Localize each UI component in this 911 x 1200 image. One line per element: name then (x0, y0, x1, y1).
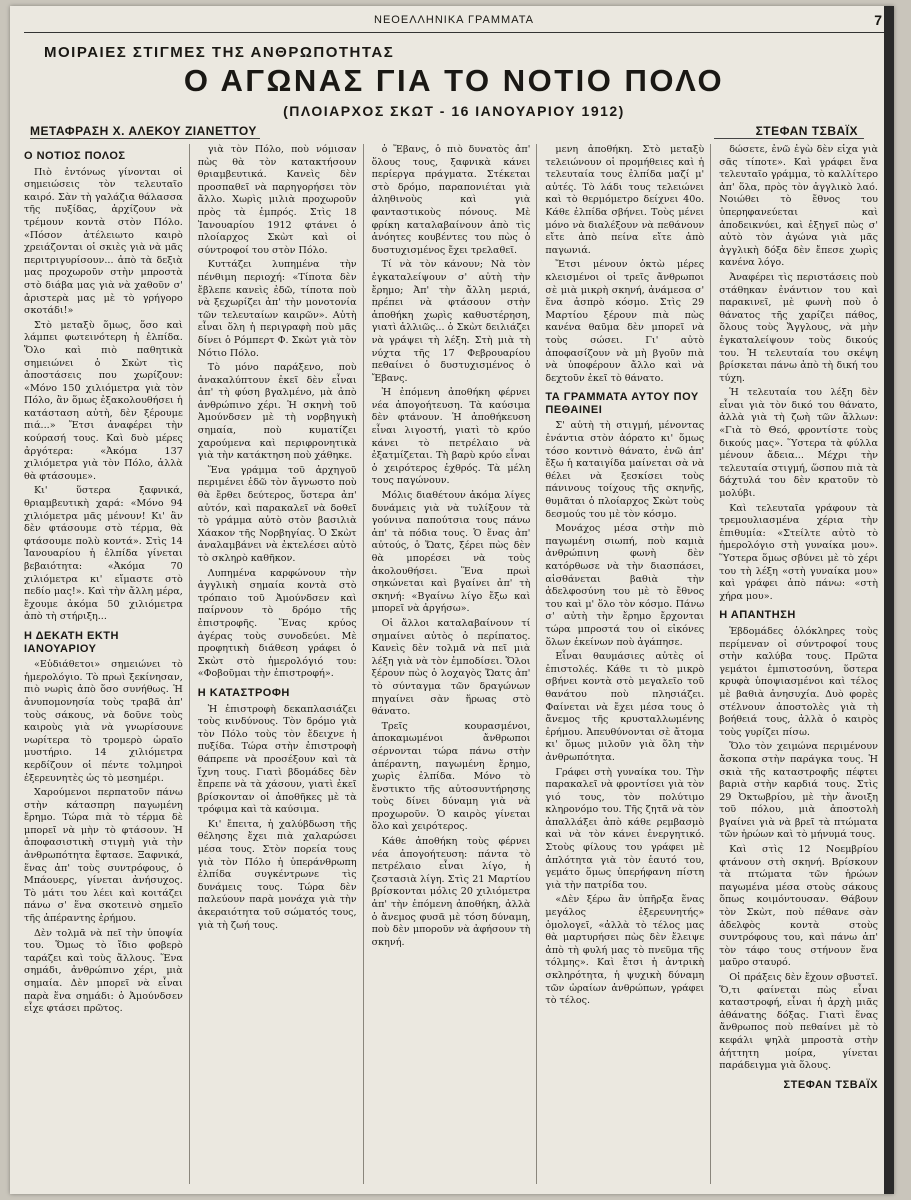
paragraph: γιὰ τὸν Πόλο, ποὺ νόμισαν πὼς θὰ τὸν κατακτήσουν θριαμβευτικά. Κανεὶς δὲν προσπαθεῖ νὰ παρηγορήσει τὸν ἄλλο. Χωρὶς μιλιὰ προχωροῦν πρὸς τὰ ἐμπρός. Στὶς 18 Ἰανουαρίου 1912 φτάνει ὁ πλοίαρχος Σκὼτ καὶ οἱ σύντροφοί του στὸν Πόλο. (197, 144, 357, 256)
author-signature: ΣΤΕΦΑΝ ΤΣΒΑΪΧ (783, 1078, 878, 1091)
paragraph: Πιὸ ἐντόνως γίνονται οἱ σημειώσεις τὸν τελευταῖο καιρό. Σὰν τὴ γαλάζια θάλασσα τῆς πυξίδας, ἀρχίζουν νὰ τρέμουν κοντὰ στὸν Πόλο. «Πόσον ἀτέλειωτο καιρὸ χρειάζονται οἱ σκιὲς γιὰ νὰ μᾶς περιτριγυρίσουν... ἀπὸ τὰ δεξιὰ μας προχωροῦν στὴν μπροστὰ στὸ διάβα μας γιὰ νὰ χαθοῦν σ' ἀριστερὰ μας μὲ τὸ γρήγορο σκοτάδι!» (24, 166, 183, 317)
paragraph: Χαρούμενοι περπατοῦν πάνω στὴν κάτασπρη παγωμένη ἔρημο. Τώρα πιὰ τὸ τέρμα δὲ μπορεῖ νὰ μὴν τὸ φτάσουν. Ἡ ἀποφασιστικὴ στιγμὴ γιὰ τὴν ἀνθρωπότητα ἔφτασε. Ξαφνικά, ἕνας ἀπ' τοὺς συντρόφους, ὁ Μπάουερς, γίνεται ἀνήσυχος. Τὸ μάτι του λέει καὶ κοιτάζει πάνω σ' ἕνα σκοτεινὸ σημεῖο τῆς ἀπέραντης ἐρήμου. (24, 787, 183, 925)
paragraph: Τρεῖς κουρασμένοι, ἀποκαμωμένοι ἄνθρωποι σέρνονται τώρα πάνω στὴν ἀπέραντη, παγωμένη ἔρημο, χωρὶς ἐλπίδα. Μόνο τὸ ἔνστικτο τῆς αὐτοσυντήρησης τοὺς δίνει δύναμη γιὰ νὰ προχωροῦν. Ὁ καιρὸς γίνεται ὅλο καὶ χειρότερος. (371, 720, 531, 833)
paragraph: Τὸ μόνο παράξενο, ποὺ ἀνακαλύπτουν ἐκεῖ δὲν εἶναι ἀπ' τὴ φύση βγαλμένο, μὰ ἀπὸ ἀνθρώπινο χέρι. Ἡ σκηνὴ τοῦ Ἀμούνδσεν μὲ τὴ νορβηγικὴ σημαία, ποὺ κυματίζει χαρούμενα καὶ περιφρονητικὰ γιὰ τὴν κατάκτηση ποὺ χάθηκε. (197, 362, 357, 462)
paragraph: Ἑβδομάδες ὁλόκληρες τοὺς περίμεναν οἱ σύντροφοί τους στὴν καλύβα τους. Πρῶτα γεμάτοι ἐμπιστοσύνη, ὕστερα κρυφὰ ὑποψιασμένοι καὶ τέλος μὲ βαθιὰ ἀνησυχία. Δυὸ φορὲς στέλνουν ἀποστολὲς γιὰ τὴ βοήθειά τους, ἀλλὰ ὁ καιρὸς τοὺς γυρίζει πίσω. (719, 625, 878, 738)
paragraph: Δὲν τολμᾶ νὰ πεῖ τὴν ὑποψία του. Ὅμως τὸ ἴδιο φοβερὸ ταράζει καὶ τοὺς ἄλλους. Ἕνα σημάδι, ἀνθρώπινο χέρι, μιὰ σημαία. Δὲν μπορεῖ νὰ εἶναι παρὰ ἕνα σημάδι: ὁ Ἀμούνδσεν εἶχε φτάσει πρῶτος. (24, 927, 183, 1015)
section-heading: Η ΑΠΑΝΤΗΣΗ (719, 609, 796, 622)
text-column-1 (24, 144, 190, 1184)
paragraph: «Δὲν ξέρω ἂν ὑπῆρξα ἕνας μεγάλος ἐξερευνητής» ὁμολογεῖ, «ἀλλὰ τὸ τέλος μας θὰ μαρτυρήσει πὼς δὲν ἔλειψε ἀπὸ τὴ φυλή μας τὸ πνεῦμα τῆς τόλμης». Καὶ ἔτσι ἡ ἀντρικὴ σκληρότητα, ἡ ψυχικὴ δύναμη τῶν ὡραίων ἀνθρώπων, γράφει τὸ τέλος. (545, 894, 705, 1007)
column-5-blocks (719, 144, 878, 1091)
paragraph: Ἔτσι μένουν ὀκτὼ μέρες κλεισμένοι οἱ τρεῖς ἄνθρωποι σὲ μιὰ μικρὴ σκηνή, ἀνάμεσα σ' ἕνα ἀσπρὸ κόσμο. Στὶς 29 Μαρτίου ξέρουν πιὰ πὼς κανένα θαῦμα δὲν μπορεῖ νὰ τοὺς σώσει. Γι' αὐτὸ ἀποφασίζουν νὰ μὴ βγοῦν πιὰ νὰ ὑποφέρουν ἄλλο καὶ νὰ δεχτοῦν ἐκεῖ τὸ θάνατο. (545, 259, 705, 384)
paragraph: Τί νὰ τὸν κάνουν; Νὰ τὸν ἐγκαταλείψουν σ' αὐτὴ τὴν ἔρημο; Ἀπ' τὴν ἄλλη μεριά, πρέπει νὰ φτάσουν στὴν ἀποθήκη χωρὶς καθυστέρηση, γιατὶ ἀλλιῶς... ὁ Σκὼτ δειλιάζει νὰ γράψει τὴ λέξη. Στὴ μιὰ τὴ νύχτα τῆς 17 Φεβρουαρίου πεθαίνει ὁ δυστυχισμένος ὁ Ἔβανς. (371, 259, 531, 384)
article-subtitle: (ΠΛΟΙΑΡΧΟΣ ΣΚΩΤ - 16 ΙΑΝΟΥΑΡΙΟΥ 1912) (283, 103, 625, 119)
paragraph: Κι' ὕστερα ξαφνικά, θριαμβευτικὴ χαρά: «Μόνο 94 χιλιόμετρα μᾶς μένουν! Κι' ἂν δὲν φτάσουμε στὸ τέρμα, θὰ φτάσουμε πολὺ κοντά». Στὶς 14 Ἰανουαρίου ἡ ἐλπίδα γίνεται βεβαιότητα: «Ἀκόμα 70 χιλιόμετρα κι' εἴμαστε στὸ πεδίο μας!». Καὶ τὴν ἄλλη μέρα, ἔχουμε ἀκόμα 50 χιλιόμετρα ἀπὸ τὴ στήριξη... (24, 485, 183, 623)
series-kicker: ΜΟΙΡΑΙΕΣ ΣΤΙΓΜΕΣ ΤΗΣ ΑΝΘΡΩΠΟΤΗΤΑΣ (44, 44, 395, 61)
masthead (24, 14, 884, 33)
paragraph: Οἱ πράξεις δὲν ἔχουν σβυστεῖ. Ὅ,τι φαίνεται πὼς εἶναι καταστροφή, εἶναι ἡ ἀρχὴ μιᾶς ἀθάνατης δόξας. Γιατὶ ἕνας ἄνθρωπος ποὺ πεθαίνει μὲ τὸ κεφάλι ψηλὰ μπροστὰ στὴν ἀήττητη μοίρα, γίνεται παράδειγμα γιὰ ὅλους. (719, 972, 878, 1072)
header-rule-right (714, 138, 864, 139)
paragraph: Ἡ ἐπόμενη ἀποθήκη φέρνει νέα ἀπογοήτευση. Τὰ καύσιμα δὲν φτάνουν. Ἡ ἀποθήκευση εἶναι λιγοστή, γιατὶ τὸ κρύο κάνει τὸ πετρέλαιο νὰ ἐξατμίζεται. Τὴ βαρὺ κρύο εἶναι ὁ χειρότερος ἐχθρός. Τὰ μέλη τους παγώνουν. (371, 387, 531, 487)
paragraph: Εἶναι θαυμάσιες αὐτὲς οἱ ἐπιστολές. Κάθε τι τὸ μικρὸ σβήνει κοντὰ στὸ μεγαλεῖο τοῦ θανάτου ποὺ πλησιάζει. Φαίνεται νὰ ἔχει μέσα τους ὁ ἄνεμος τῆς κρυσταλλωμένης ἐρήμου. Ἀπευθύνονται σὲ ἄτομα κι' ὅμως μιλοῦν γιὰ ὅλη τὴν ἀνθρωπότητα. (545, 651, 705, 763)
article-columns (24, 144, 884, 1184)
paragraph: Ἀναφέρει τὶς περιστάσεις ποὺ στάθηκαν ἐνάντιον του καὶ παρακινεῖ, μὲ φωνὴ ποὺ ὁ θάνατος τῆς χαρίζει πάθος, ὅλους τοὺς Ἄγγλους, νὰ μὴν ἐγκαταλείψουν τοὺς δικούς του. Ἡ τελευταία του σκέψη βρίσκεται πάνω ἀπὸ τὴ δική του τύχη. (719, 271, 878, 384)
paragraph: «Εὐδιάθετοι» σημειώνει τὸ ἡμερολόγιο. Τὸ πρωὶ ξεκίνησαν, πιὸ νωρὶς ἀπὸ ὅσο συνήθως. Ἡ ἀνυπομονησία τοὺς τραβᾶ ἀπ' τοὺς σάκους, νὰ δοῦνε τοὺς καιροὺς γιὰ νὰ γνωρίσουνε νωρίτερα τὸ τρομερὸ ὡραῖο μυστήριο. 14 χιλιόμετρα κερδίζουν οἱ πέντε τολμηροὶ ἐξερευνητὲς ὡς τὸ μεσημέρι. (24, 659, 183, 784)
section-heading: Ο ΝΟΤΙΟΣ ΠΟΛΟΣ (24, 150, 126, 162)
page-number: 7 (874, 12, 882, 28)
text-column-3 (372, 144, 538, 1184)
paragraph: Ἕνα γράμμα τοῦ ἀρχηγοῦ περιμένει ἐδῶ τὸν ἄγνωστο ποὺ θὰ ἔρθει δεύτερος, ὕστερα ἀπ' αὐτόν, καὶ παρακαλεῖ νὰ δοθεῖ τὸ γράμμα αὐτὸ στὸν βασιλιὰ Χάακον τῆς Νορβηγίας. Ὁ Σκὼτ ἀναλαμβάνει νὰ ἐκτελέσει αὐτὸ τὸ σκληρὸ καθῆκον. (197, 464, 357, 564)
section-heading: Η ΚΑΤΑΣΤΡΟΦΗ (197, 686, 290, 699)
text-column-4 (545, 144, 711, 1184)
text-column-5 (719, 144, 884, 1184)
paragraph: Ἡ ἐπιστροφὴ δεκαπλασιάζει τοὺς κινδύνους. Τὸν δρόμο γιὰ τὸν Πόλο τοὺς τὸν ἔδειχνε ἡ πυξίδα. Τώρα στὴν ἐπιστροφὴ θάπρεπε νὰ προσέξουν καὶ τὰ ἴχνη τους. Γιατὶ βδομάδες δὲν ἔπρεπε νὰ τὰ χάσουν, γιατὶ ἐκεῖ βρίσκονταν οἱ ἀποθῆκες μὲ τὰ τρόφιμα καὶ τὰ καύσιμα. (197, 703, 357, 816)
paragraph: ὁ Ἔβανς, ὁ πιὸ δυνατὸς ἀπ' ὅλους τους, ξαφνικὰ κάνει περίεργα πράγματα. Στέκεται στὸ δρόμο, παραπονιέται γιὰ ἀληθινοὺς καὶ γιὰ φανταστικοὺς πόνους. Μὲ φρίκη καταλαβαίνουν ἀπὸ τὶς ἀνόητες κουβέντες του πὼς ὁ δυστυχισμένος ἔχει τρελαθεῖ. (371, 144, 531, 256)
paragraph: Ἡ τελευταία του λέξη δὲν εἶναι γιὰ τὸν δικό του θάνατο, ἀλλὰ γιὰ τὴ ζωὴ τῶν ἄλλων: «Γιὰ τὸ Θεό, φροντίστε τοὺς δικούς μας». Ὕστερα τὰ φύλλα μένουν ἄδεια... Μέχρι τὴν τελευταία στιγμή, ὥσπου πιὰ τὰ δάχτυλά του δὲν κρατοῦν τὸ μολύβι. (719, 387, 878, 500)
paragraph: Κι' ἔπειτα, ἡ χαλύβδωση τῆς θέλησης ἔχει πιὰ χαλαρώσει μέσα τους. Στὸν πορεία τους γιὰ τὸν Πόλο ἡ ὑπεράνθρωπη ἐλπίδα συγκέντρωνε τὶς δυνάμεις τους. Τώρα δὲν παλεύουν παρὰ μονάχα γιὰ τὴν ἀκεραιότητα τοῦ σώματός τους, γιὰ τὴ ζωή τους. (197, 818, 357, 931)
paragraph: δώσετε, ἐνῶ ἐγὼ δὲν εἶχα γιὰ σᾶς τίποτε». Καὶ γράφει ἕνα τελευταῖο γράμμα, τὸ καλλίτερο ἀπ' ὅλα, πρὸς τὸν ἀγγλικὸ λαό. Νοιώθει τὸ ἔθνος του ὑπερηφανεύεται καὶ ἀποδεικνύει, καὶ ἐξηγεῖ πὼς σ' αὐτὸ τὸν ἀγώνα γιὰ μᾶς ἀγγλικὴ δόξα δὲν ἔπεσε χωρὶς κανένα λόγο. (719, 144, 878, 269)
binding-spine (884, 6, 894, 1194)
paragraph: μενη ἀποθήκη. Στὸ μεταξὺ τελειώνουν οἱ προμήθειες καὶ ἡ τελευταία τους ἐλπίδα μαζί μ' αὐτές. Τὸ λάδι τους τελειώνει καὶ τὸ θερμόμετρο δείχνει 40ο. Κάθε ἐλπίδα σβήνει. Τοὺς μένει μόνο νὰ διαλέξουν νὰ πεθάνουν εἴτε ἀπὸ πείνα εἴτε ἀπὸ παγωνιά. (545, 144, 705, 256)
paragraph: Μόλις διαθέτουν ἀκόμα λίγες δυνάμεις γιὰ νὰ τυλίξουν τὰ γούνινα παπούτσια τους πάνω ἀπ' τὰ πόδια τους. Ὁ ἕνας ἀπ' αὐτούς, ὁ Ὤατς, ξέρει πὼς δὲν θὰ μπορέσει νὰ τοὺς ἀκολουθήσει. Ἕνα πρωὶ σηκώνεται καὶ βγαίνει ἀπ' τὴ σκηνή: «Βγαίνω λίγο ἔξω καὶ μπορεῖ νὰ ἀργήσω». (371, 490, 531, 615)
paragraph: Καὶ τελευταῖα γράφουν τὰ τρεμουλιασμένα χέρια τὴν ἐπιθυμία: «Στείλτε αὐτὸ τὸ ἡμερολόγιο στὴ γυναίκα μου». Ὕστερα ὅμως σβύνει μὲ τὸ χέρι του τὴ λέξη «στὴ γυναίκα μου» καὶ γράφει ἀπὸ πάνω: «στὴ χήρα μου». (719, 502, 878, 602)
header-rule-left (30, 138, 260, 139)
magazine-page (10, 6, 894, 1194)
magazine-title: ΝΕΟΕΛΛΗΝΙΚΑ ΓΡΑΜΜΑΤΑ (374, 14, 534, 26)
text-column-2 (198, 144, 364, 1184)
paragraph: Καὶ στὶς 12 Νοεμβρίου φτάνουν στὴ σκηνή. Βρίσκουν τὰ πτώματα τῶν ἡρώων παγωμένα μέσα στοὺς σάκους ὅπως κοιμόντουσαν. Θάβουν τὸν Σκὼτ, ποὺ πέθανε σὰν ἀδελφὸς κοντὰ στοὺς συντρόφους του, καὶ πάνω ἀπ' τὸν τάφο τους στήνουν ἕνα μαῦρο σταυρό. (719, 844, 878, 969)
paragraph: Σ' αὐτὴ τὴ στιγμή, μένοντας ἐνάντια στὸν ἀόρατο κι' ὅμως τόσο κοντινὸ θάνατο, ἐνῶ ἀπ' ἔξω ἡ καταιγίδα μαίνεται σὰ νὰ θέλει νὰ ξεσκίσει τοὺς πάνινους τοίχους τῆς σκηνῆς, θυμᾶται ὁ πλοίαρχος Σκὼτ τοὺς δεσμούς του μὲ τὸν κόσμο. (545, 420, 705, 520)
paragraph: Οἱ ἄλλοι καταλαβαίνουν τί σημαίνει αὐτὸς ὁ περίπατος. Κανεὶς δὲν τολμᾶ νὰ πεῖ μιὰ λέξη γιὰ νὰ τὸν ἐμποδίσει. Ὅλοι ξέρουν πὼς ὁ λοχαγὸς Ὤατς ἀπ' τὸ σύνταγμα τῶν δραγώνων πηγαίνει σὰν ἥρωας στὸ θάνατο. (371, 617, 531, 718)
author-byline: ΣΤΕΦΑΝ ΤΣΒΑΪΧ (755, 124, 858, 138)
translation-credit: ΜΕΤΑΦΡΑΣΗ Χ. ΑΛΕΚΟΥ ΖΙΑΝΕΤΤΟΥ (30, 124, 257, 138)
paragraph: Στὸ μεταξὺ ὅμως, ὅσο καὶ λάμπει φωτεινότερη ἡ ἐλπίδα. Ὅλο καὶ πιὸ παθητικὰ σημειώνει ὁ Σκὼτ τὶς ἀποστάσεις που χωρίζουν: «Μόνο 150 χιλιόμετρα γιὰ τὸν Πόλο, ἂν ὅμως ἐξακολουθήσει ἡ κατάσταση αὐτὴ, δὲν ξέρουμε πιά...» Ἔτσι ἀναφέρει τὴν κούρασή τους. Καὶ δυὸ μέρες ἀργότερα: «Ἀκόμα 137 χιλιόμετρα γιὰ τὸν Πόλο, ἀλλὰ θὰ φτάσουμε». (24, 319, 183, 482)
article-headline (24, 44, 884, 119)
paragraph: Μονάχος μέσα στὴν πιὸ παγωμένη σιωπή, ποὺ καμιὰ ἀνθρώπινη φωνὴ δὲν κατόρθωσε νὰ τὴν διασπάσει, αἰσθάνεται βαθιὰ τὴν ἀδελφοσύνη του μὲ τὸ ἔθνος του καὶ μ' ὅλο τὸν κόσμο. Πάνω σ' αὐτὴ τὴν ἔρημο ἔρχονται τώρα μπροστά του οἱ εἰκόνες ὅλων ἐκείνων ποὺ ἀγάπησε. (545, 523, 705, 648)
paragraph: Λυπημένα καρφώνουν τὴν ἀγγλικὴ σημαία κοντὰ στὸ τρόπαιο τοῦ Ἀμούνδσεν καὶ παίρνουν τὸ δρόμο τῆς ἐπιστροφῆς. Ἕνας κρύος ἀγέρας τοὺς συνοδεύει. Μὲ προφητικὴ διάθεση γράφει ὁ Σκὼτ στὸ ἡμερολόγιό του: «Φοβοῦμαι τὴν ἐπιστροφή». (197, 567, 357, 680)
section-heading: ΤΑ ΓΡΑΜΜΑΤΑ ΑΥΤΟΥ ΠΟΥ ΠΕΘΑΙΝΕΙ (545, 391, 699, 416)
article-title: Ο ΑΓΩΝΑΣ ΓΙΑ ΤΟ ΝΟΤΙΟ ΠΟΛΟ (183, 63, 725, 98)
section-heading: Η ΔΕΚΑΤΗ ΕΚΤΗ ΙΑΝΟΥΑΡΙΟΥ (24, 629, 119, 655)
paragraph: Ὅλο τὸν χειμώνα περιμένουν ἄσκοπα στὴν παράγκα τους. Ἡ σκιὰ τῆς καταστροφῆς πέφτει βαριὰ στὴν καρδιά τους. Στὶς 29 Ὀκτωβρίου, μὲ τὴν ἄνοιξη τοῦ πόλου, μιὰ ἀποστολὴ βγαίνει γιὰ νὰ βρεῖ τὰ πτώματα τῶν ἡρώων καὶ τὸ μήνυμά τους. (719, 741, 878, 841)
paragraph: Κυττάζει λυπημένα τὴν πένθιμη περιοχή: «Τίποτα δὲν ἔβλεπε κανεὶς ἐδῶ, τίποτα ποὺ νὰ ξεχωρίζει ἀπ' τὴν μονοτονία τῶν τελευταίων καιρῶν». Αὐτὴ εἶναι ὅλη ἡ περιγραφὴ ποὺ μᾶς δίνει ὁ Ρόμπερτ Φ. Σκὼτ γιὰ τὸν Νότιο Πόλο. (197, 259, 357, 359)
paragraph: Κάθε ἀποθήκη τοὺς φέρνει νέα ἀπογοήτευση: πάντα τὸ πετρέλαιο εἶναι λίγο, ἡ ζεστασιὰ λίγη. Στὶς 21 Μαρτίου βρίσκονται μόλις 20 χιλιόμετρα ἀπ' τὴν ἐπόμενη ἀποθήκη, ἀλλὰ ὁ ἄνεμος φυσᾶ μὲ τόση δύναμη, ποὺ δὲν μποροῦν νὰ ἀφήσουν τὴ σκηνή. (371, 836, 531, 948)
paragraph: Γράφει στὴ γυναίκα του. Τὴν παρακαλεῖ νὰ φροντίσει γιὰ τὸν γιό τους, τὸν πολύτιμο κληρονόμο του. Τῆς ζητᾶ νὰ τὸν ἀπαλλάξει ἀπὸ κάθε ρεμβασμὸ καὶ νὰ τὸν κάνει ἐνεργητικό. Στοὺς φίλους του γράφει μὲ ἁπλότητα γιὰ τὸν ἑαυτό του, γεμάτο ὅμως ὑπερήφανη πίστη γιὰ τὴν πατρίδα του. (545, 766, 705, 891)
